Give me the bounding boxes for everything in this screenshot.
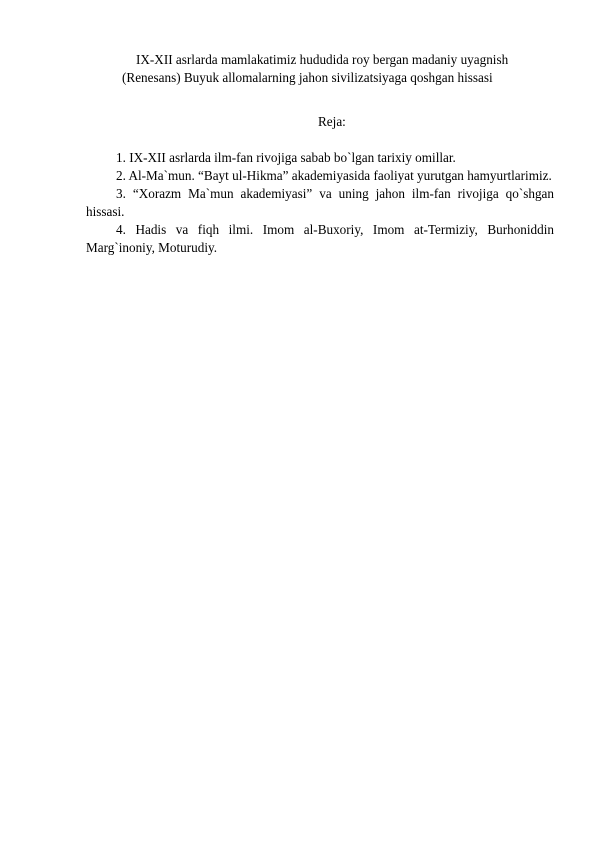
plan-item-3: 3. “Xorazm Ma`mun akademiyasi” va uning jahon ilm-fan rivojiga qo`shgan hissasi. — [86, 186, 554, 219]
document-title-line-1: IX-XII asrlarda mamlakatimiz hududida roy bergan madaniy uyagnish — [136, 52, 509, 67]
plan-item-1: 1. IX-XII asrlarda ilm-fan rivojiga sabab bo`lgan tarixiy omillar. — [116, 150, 456, 165]
plan-list — [86, 149, 554, 257]
document-title-line-2: (Renesans) Buyuk allomalarning jahon sivilizatsiyaga qoshgan hissasi — [122, 70, 493, 85]
plan-item-4: 4. Hadis va fiqh ilmi. Imom al-Buxoriy, Imom at-Termiziy, Burhoniddin Marg`inoniy, Moturudiy. — [86, 222, 554, 255]
plan-heading: Reja: — [318, 114, 346, 129]
plan-item-2: 2. Al-Ma`mun. “Bayt ul-Hikma” akademiyasida faoliyat yurutgan hamyurtlarimiz. — [116, 168, 552, 183]
